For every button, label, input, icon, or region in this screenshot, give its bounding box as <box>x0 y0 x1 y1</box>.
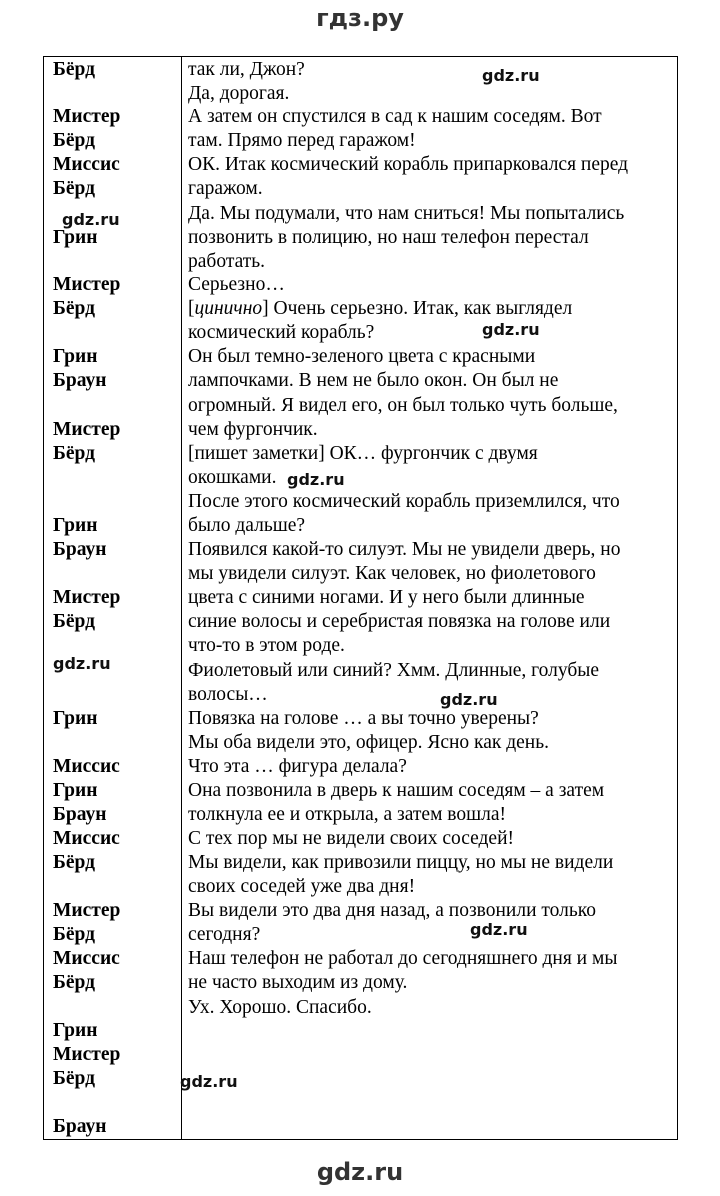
speaker-name: Бёрд <box>53 59 95 80</box>
speaker-name: Мистер <box>53 1044 121 1065</box>
dialogue-line: синие волосы и серебристая повязка на голове или <box>188 611 611 632</box>
speaker-name: Бёрд <box>53 443 95 464</box>
dialogue-line: так ли, Джон? <box>188 59 305 80</box>
speaker-name: Миссис <box>53 948 120 969</box>
dialogue-line: Мы оба видели это, офицер. Ясно как день. <box>188 732 550 753</box>
watermark: gdz.ru <box>180 1072 238 1091</box>
dialogue-line: позвонить в полицию, но наш телефон перестал <box>188 227 589 248</box>
dialogue-line: Да, дорогая. <box>188 83 290 104</box>
speaker-name: Мистер <box>53 587 121 608</box>
watermark: gdz.ru <box>53 654 111 673</box>
dialogue-line: волосы… <box>188 684 268 705</box>
dialogue-line: Повязка на голове … а вы точно уверены? <box>188 708 539 729</box>
dialogue-line: Что эта … фигура делала? <box>188 756 407 777</box>
dialogue-line: не часто выходим из дому. <box>188 972 408 993</box>
dialogue-line: работать. <box>188 251 266 272</box>
site-header: гдз.ру <box>316 4 404 32</box>
speaker-name: Браун <box>53 1116 107 1137</box>
dialogue-line: своих соседей уже два дня! <box>188 876 416 897</box>
dialogue-line: лампочками. В нем не было окон. Он был не <box>188 370 559 391</box>
dialogue-line: что-то в этом роде. <box>188 635 345 656</box>
watermark: gdz.ru <box>482 320 540 339</box>
speaker-name: Бёрд <box>53 1068 95 1089</box>
dialogue-line: Серьезно… <box>188 274 285 295</box>
watermark: gdz.ru <box>287 470 345 489</box>
speaker-name: Мистер <box>53 419 121 440</box>
dialogue-line: Мы видели, как привозили пиццу, но мы не видели <box>188 852 614 873</box>
speaker-name: Грин <box>53 1020 98 1041</box>
dialogue-line: было дальше? <box>188 515 306 536</box>
speaker-name: Бёрд <box>53 972 95 993</box>
speaker-name: Миссис <box>53 154 120 175</box>
dialogue-line: Да. Мы подумали, что нам сниться! Мы попытались <box>188 203 625 224</box>
speaker-name: Мистер <box>53 274 121 295</box>
dialogue-line: [цинично] Очень серьезно. Итак, как выглядел <box>188 298 573 319</box>
dialogue-line: Фиолетовый или синий? Хмм. Длинные, голубые <box>188 660 600 681</box>
dialogue-line: огромный. Я видел его, он был только чуть больше, <box>188 395 618 416</box>
dialogue-line: окошками. <box>188 467 277 488</box>
speaker-name: Бёрд <box>53 924 95 945</box>
dialogue-line: толкнула ее и открыла, а затем вошла! <box>188 804 507 825</box>
dialogue-line: чем фургончик. <box>188 419 318 440</box>
speaker-name: Бёрд <box>53 852 95 873</box>
dialogue-line: После этого космический корабль приземлился, что <box>188 491 620 512</box>
watermark: gdz.ru <box>470 920 528 939</box>
dialogue-line: там. Прямо перед гаражом! <box>188 130 416 151</box>
watermark: gdz.ru <box>482 66 540 85</box>
speaker-name: Бёрд <box>53 130 95 151</box>
watermark: gdz.ru <box>62 210 120 229</box>
dialogue-line: сегодня? <box>188 924 261 945</box>
speaker-name: Браун <box>53 539 107 560</box>
speaker-name: Миссис <box>53 828 120 849</box>
column-divider <box>181 56 182 1140</box>
speaker-name: Грин <box>53 227 98 248</box>
dialogue-line: цвета с синими ногами. И у него были длинные <box>188 587 585 608</box>
dialogue-line: космический корабль? <box>188 322 375 343</box>
dialogue-line: Ух. Хорошо. Спасибо. <box>188 997 372 1018</box>
dialogue-line: Вы видели это два дня назад, а позвонили только <box>188 900 596 921</box>
dialogue-line: ОК. Итак космический корабль припарковался перед <box>188 154 629 175</box>
dialogue-line: С тех пор мы не видели своих соседей! <box>188 828 515 849</box>
watermark: gdz.ru <box>440 690 498 709</box>
dialogue-line: Наш телефон не работал до сегодняшнего дня и мы <box>188 948 618 969</box>
speaker-name: Браун <box>53 804 107 825</box>
speaker-name: Грин <box>53 346 98 367</box>
speaker-name: Бёрд <box>53 611 95 632</box>
speaker-name: Бёрд <box>53 298 95 319</box>
dialogue-line: Он был темно-зеленого цвета с красными <box>188 346 536 367</box>
speaker-name: Бёрд <box>53 178 95 199</box>
dialogue-line: Она позвонила в дверь к нашим соседям – а затем <box>188 780 605 801</box>
dialogue-line: Появился какой-то силуэт. Мы не увидели дверь, но <box>188 539 621 560</box>
site-footer: gdz.ru <box>316 1158 404 1186</box>
speaker-name: Мистер <box>53 900 121 921</box>
dialogue-line: мы увидели силуэт. Как человек, но фиолетового <box>188 563 596 584</box>
speaker-name: Мистер <box>53 106 121 127</box>
dialogue-line: А затем он спустился в сад к нашим соседям. Вот <box>188 106 602 127</box>
dialogue-line: гаражом. <box>188 178 263 199</box>
speaker-name: Браун <box>53 370 107 391</box>
speaker-name: Миссис <box>53 756 120 777</box>
dialogue-line: [пишет заметки] ОК… фургончик с двумя <box>188 443 538 464</box>
speaker-name: Грин <box>53 515 98 536</box>
stage-direction: цинично <box>194 298 263 319</box>
speaker-name: Грин <box>53 708 98 729</box>
speaker-name: Грин <box>53 780 98 801</box>
